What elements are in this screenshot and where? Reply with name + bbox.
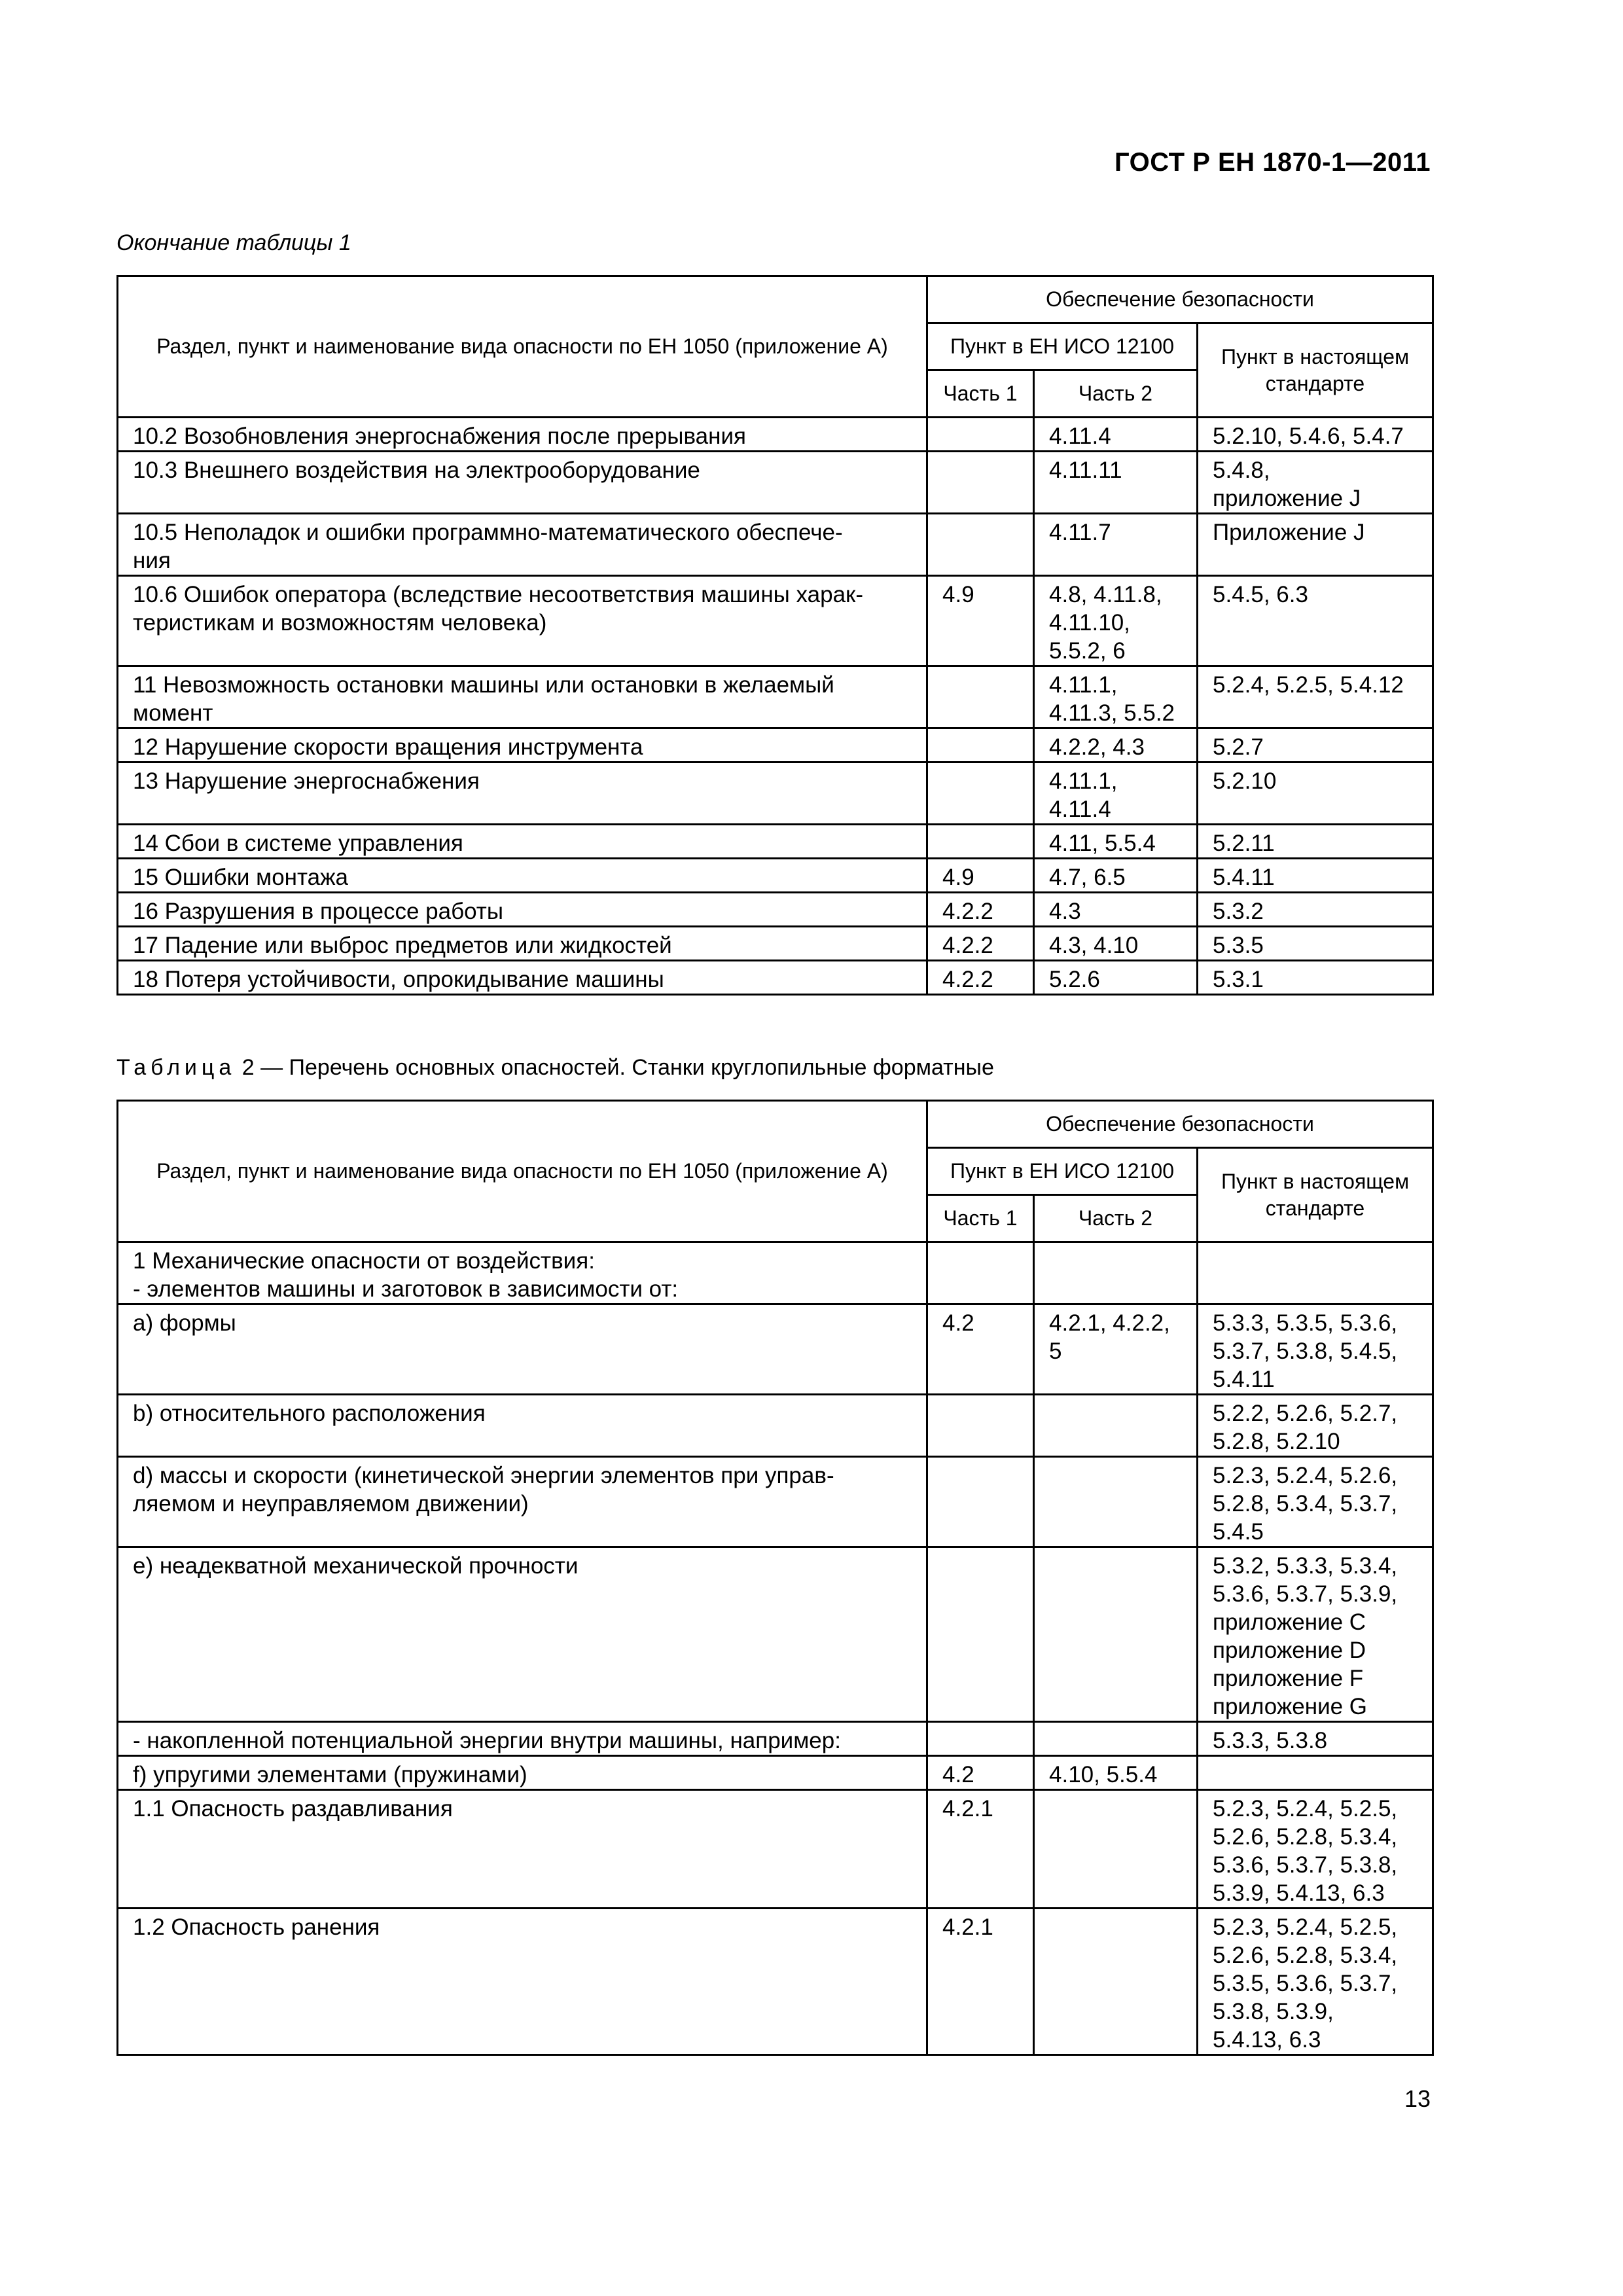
part1-cell: [927, 514, 1034, 576]
header-safety: Обеспечение безопасности: [927, 1101, 1433, 1148]
part2-cell: 4.11.1, 4.11.4: [1034, 762, 1198, 825]
table-row: [118, 1457, 1433, 1547]
part2-cell: 4.11, 5.5.4: [1034, 825, 1198, 859]
part1-cell: [927, 666, 1034, 728]
part1-cell: [927, 728, 1034, 762]
header-part2: Часть 2: [1034, 1195, 1198, 1242]
part2-cell: 5.2.6: [1034, 961, 1198, 995]
standard-cell: 5.4.8, приложение J: [1198, 452, 1433, 514]
standard-cell: [1198, 1242, 1433, 1304]
table-row: [118, 1395, 1433, 1457]
table-row: [118, 666, 1433, 728]
standard-cell: 5.4.5, 6.3: [1198, 576, 1433, 666]
document-code: ГОСТ Р ЕН 1870-1—2011: [1115, 148, 1431, 177]
hazard-cell: a) формы: [118, 1304, 927, 1395]
table2-caption: [116, 1055, 994, 1081]
table-row: [118, 927, 1433, 961]
header-safety: Обеспечение безопасности: [927, 276, 1433, 323]
hazard-cell: 17 Падение или выброс предметов или жидкостей: [118, 927, 927, 961]
part2-cell: 4.3, 4.10: [1034, 927, 1198, 961]
hazard-cell: 10.6 Ошибок оператора (вследствие несоответствия машины харак- теристикам и возможностям человека): [118, 576, 927, 666]
part1-cell: [927, 1242, 1034, 1304]
table2-caption-label: Таблица: [116, 1055, 236, 1080]
hazard-cell: 1 Механические опасности от воздействия: - элементов машины и заготовок в зависимости от:: [118, 1242, 927, 1304]
page-number: 13: [1404, 2085, 1431, 2112]
standard-cell: 5.2.7: [1198, 728, 1433, 762]
hazard-cell: e) неадекватной механической прочности: [118, 1547, 927, 1722]
header-section: Раздел, пункт и наименование вида опасности по ЕН 1050 (приложение А): [118, 276, 927, 418]
header-part1: Часть 1: [927, 1195, 1034, 1242]
part2-cell: 4.11.11: [1034, 452, 1198, 514]
part1-cell: 4.2.2: [927, 893, 1034, 927]
table-row: [118, 514, 1433, 576]
table2-caption-text: 2 — Перечень основных опасностей. Станки круглопильные форматные: [236, 1055, 994, 1080]
part2-cell: 4.10, 5.5.4: [1034, 1756, 1198, 1790]
standard-cell: 5.4.11: [1198, 859, 1433, 893]
standard-cell: 5.3.3, 5.3.8: [1198, 1722, 1433, 1756]
part1-cell: 4.2.1: [927, 1909, 1034, 2055]
table-row: [118, 859, 1433, 893]
part1-cell: [927, 762, 1034, 825]
part2-cell: [1034, 1790, 1198, 1909]
part2-cell: 4.2.1, 4.2.2, 5: [1034, 1304, 1198, 1395]
hazard-cell: d) массы и скорости (кинетической энергии элементов при управ- ляемом и неуправляемом движении): [118, 1457, 927, 1547]
part1-cell: [927, 1395, 1034, 1457]
standard-cell: 5.2.11: [1198, 825, 1433, 859]
table-row: [118, 1242, 1433, 1304]
part1-cell: [927, 1722, 1034, 1756]
part2-cell: [1034, 1909, 1198, 2055]
part1-cell: 4.2.2: [927, 961, 1034, 995]
part2-cell: [1034, 1242, 1198, 1304]
hazard-cell: 1.1 Опасность раздавливания: [118, 1790, 927, 1909]
standard-cell: [1198, 1756, 1433, 1790]
part1-cell: 4.9: [927, 859, 1034, 893]
part2-cell: [1034, 1457, 1198, 1547]
header-this-standard: Пункт в настоящем стандарте: [1198, 323, 1433, 418]
table2: [116, 1100, 1434, 2056]
standard-cell: 5.3.2: [1198, 893, 1433, 927]
standard-cell: Приложение J: [1198, 514, 1433, 576]
table-row: [118, 728, 1433, 762]
standard-cell: 5.2.3, 5.2.4, 5.2.5, 5.2.6, 5.2.8, 5.3.4, 5.3.6, 5.3.7, 5.3.8, 5.3.9, 5.4.13, 6.3: [1198, 1790, 1433, 1909]
table1: [116, 275, 1434, 996]
part1-cell: [927, 418, 1034, 452]
standard-cell: 5.2.2, 5.2.6, 5.2.7, 5.2.8, 5.2.10: [1198, 1395, 1433, 1457]
standard-cell: 5.3.3, 5.3.5, 5.3.6, 5.3.7, 5.3.8, 5.4.5, 5.4.11: [1198, 1304, 1433, 1395]
header-section: Раздел, пункт и наименование вида опасности по ЕН 1050 (приложение А): [118, 1101, 927, 1242]
header-iso: Пункт в ЕН ИСО 12100: [927, 1148, 1198, 1195]
hazard-cell: f) упругими элементами (пружинами): [118, 1756, 927, 1790]
part1-cell: [927, 1457, 1034, 1547]
table-row: [118, 825, 1433, 859]
table-row: [118, 1909, 1433, 2055]
table-row: [118, 1790, 1433, 1909]
header-part2: Часть 2: [1034, 370, 1198, 418]
table-row: [118, 762, 1433, 825]
part1-cell: 4.2: [927, 1304, 1034, 1395]
part1-cell: 4.2: [927, 1756, 1034, 1790]
standard-cell: 5.2.4, 5.2.5, 5.4.12: [1198, 666, 1433, 728]
hazard-cell: 13 Нарушение энергоснабжения: [118, 762, 927, 825]
hazard-cell: 14 Сбои в системе управления: [118, 825, 927, 859]
table-row: [118, 452, 1433, 514]
hazard-cell: 18 Потеря устойчивости, опрокидывание машины: [118, 961, 927, 995]
table1-caption: Окончание таблицы 1: [116, 230, 351, 255]
hazard-cell: 11 Невозможность остановки машины или остановки в желаемый момент: [118, 666, 927, 728]
standard-cell: 5.2.10: [1198, 762, 1433, 825]
table-row: [118, 576, 1433, 666]
part2-cell: [1034, 1722, 1198, 1756]
part2-cell: 4.3: [1034, 893, 1198, 927]
hazard-cell: 10.5 Неполадок и ошибки программно-математического обеспече- ния: [118, 514, 927, 576]
hazard-cell: - накопленной потенциальной энергии внутри машины, например:: [118, 1722, 927, 1756]
hazard-cell: 10.3 Внешнего воздействия на электрооборудование: [118, 452, 927, 514]
part2-cell: 4.7, 6.5: [1034, 859, 1198, 893]
table-row: [118, 1722, 1433, 1756]
table-row: [118, 961, 1433, 995]
header-this-standard: Пункт в настоящем стандарте: [1198, 1148, 1433, 1242]
hazard-cell: 1.2 Опасность ранения: [118, 1909, 927, 2055]
table-row: [118, 893, 1433, 927]
part2-cell: 4.2.2, 4.3: [1034, 728, 1198, 762]
standard-cell: 5.3.2, 5.3.3, 5.3.4, 5.3.6, 5.3.7, 5.3.9, приложение С приложение D приложение F приложение G: [1198, 1547, 1433, 1722]
hazard-cell: b) относительного расположения: [118, 1395, 927, 1457]
header-part1: Часть 1: [927, 370, 1034, 418]
part1-cell: [927, 452, 1034, 514]
table-row: [118, 1304, 1433, 1395]
hazard-cell: 12 Нарушение скорости вращения инструмента: [118, 728, 927, 762]
table-row: [118, 1756, 1433, 1790]
part1-cell: [927, 1547, 1034, 1722]
standard-cell: 5.2.10, 5.4.6, 5.4.7: [1198, 418, 1433, 452]
part1-cell: 4.9: [927, 576, 1034, 666]
hazard-cell: 15 Ошибки монтажа: [118, 859, 927, 893]
standard-cell: 5.3.5: [1198, 927, 1433, 961]
part2-cell: 4.8, 4.11.8, 4.11.10, 5.5.2, 6: [1034, 576, 1198, 666]
part1-cell: 4.2.1: [927, 1790, 1034, 1909]
standard-cell: 5.2.3, 5.2.4, 5.2.5, 5.2.6, 5.2.8, 5.3.4, 5.3.5, 5.3.6, 5.3.7, 5.3.8, 5.3.9, 5.4.13, 6.3: [1198, 1909, 1433, 2055]
part2-cell: [1034, 1395, 1198, 1457]
part2-cell: 4.11.4: [1034, 418, 1198, 452]
part2-cell: 4.11.7: [1034, 514, 1198, 576]
hazard-cell: 10.2 Возобновления энергоснабжения после прерывания: [118, 418, 927, 452]
hazard-cell: 16 Разрушения в процессе работы: [118, 893, 927, 927]
table-row: [118, 1547, 1433, 1722]
header-iso: Пункт в ЕН ИСО 12100: [927, 323, 1198, 370]
part1-cell: [927, 825, 1034, 859]
table-row: [118, 418, 1433, 452]
part1-cell: 4.2.2: [927, 927, 1034, 961]
part2-cell: 4.11.1, 4.11.3, 5.5.2: [1034, 666, 1198, 728]
standard-cell: 5.2.3, 5.2.4, 5.2.6, 5.2.8, 5.3.4, 5.3.7, 5.4.5: [1198, 1457, 1433, 1547]
standard-cell: 5.3.1: [1198, 961, 1433, 995]
part2-cell: [1034, 1547, 1198, 1722]
